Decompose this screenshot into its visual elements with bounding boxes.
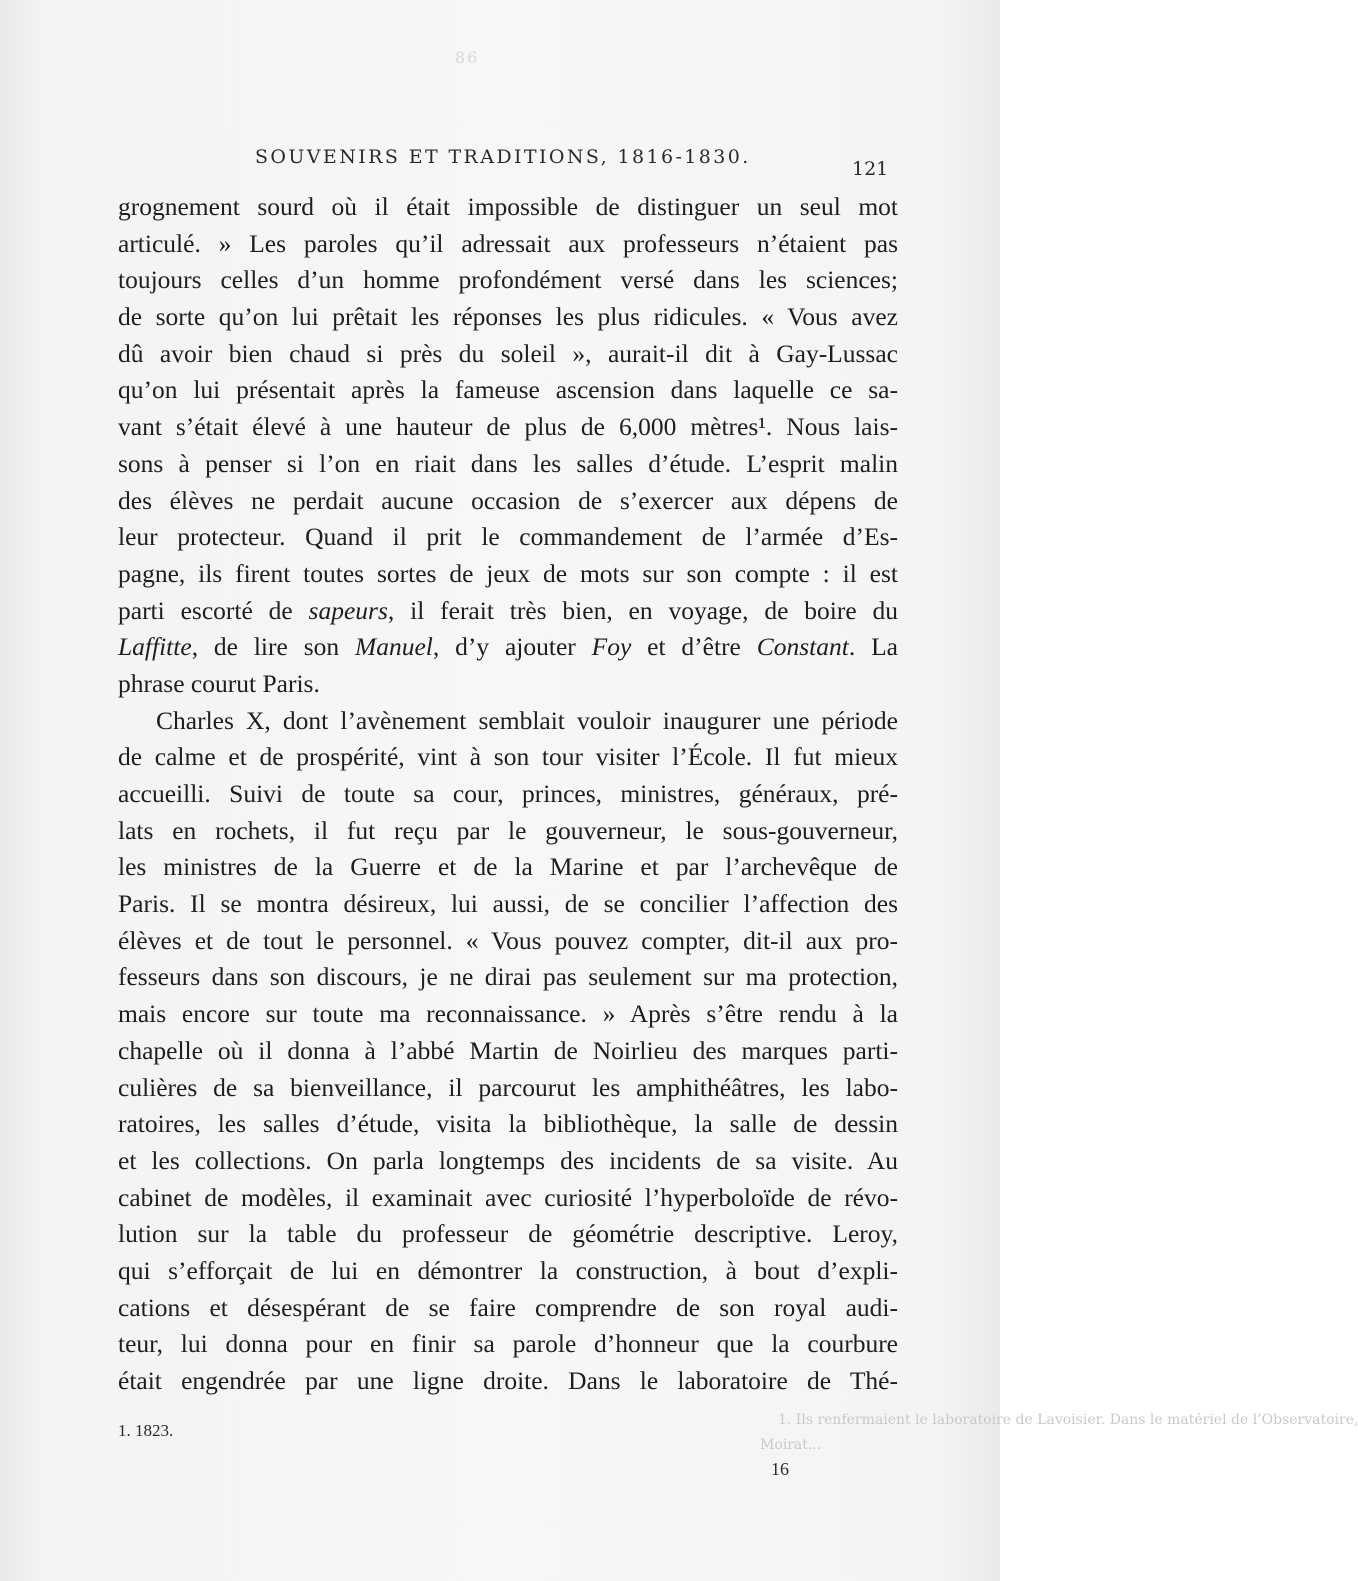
text-line: les ministres de la Guerre et de la Marine et par l’archevêque de — [118, 852, 898, 882]
text-line: chapelle où il donna à l’abbé Martin de Noirlieu des marques parti- — [118, 1035, 898, 1065]
text-line: mais encore sur toute ma reconnaissance. » Après s’être rendu à la — [118, 999, 898, 1029]
text-line: toujours celles d’un homme profondément versé dans les sciences; — [118, 265, 898, 295]
italic-term: Constant — [756, 632, 849, 662]
text-line: teur, lui donna pour en finir sa parole d’honneur que la courbure — [118, 1329, 898, 1359]
text-line: grognement sourd où il était impossible de distinguer un seul mot — [118, 192, 898, 221]
text-line: lats en rochets, il fut reçu par le gouverneur, le sous-gouverneur, — [118, 815, 898, 845]
text-line: culières de sa bienveillance, il parcourut les amphithéâtres, les labo- — [118, 1072, 898, 1102]
bleed-through-page-number: 86 — [455, 48, 480, 67]
text-line: Charles X, dont l’avènement semblait vouloir inaugurer une période — [156, 705, 898, 735]
text-line: pagne, ils firent toutes sortes de jeux de mots sur son compte : il est — [118, 558, 898, 588]
footnote: 1. 1823. — [118, 1421, 174, 1440]
running-head: SOUVENIRS ET TRADITIONS, 1816-1830. — [255, 146, 751, 168]
text-line: sons à penser si l’on en riait dans les salles d’étude. L’esprit malin — [118, 448, 898, 478]
text-run: . La — [848, 632, 898, 662]
text-run: , de lire son — [191, 632, 355, 662]
italic-term: sapeurs — [308, 595, 388, 625]
text-line — [118, 629, 898, 666]
text-line: de calme et de prospérité, vint à son tour visiter l’École. Il fut mieux — [118, 742, 898, 772]
italic-term: Laffitte — [118, 632, 192, 662]
text-line: leur protecteur. Quand il prit le commandement de l’armée d’Es- — [118, 522, 898, 552]
text-run: parti escorté de — [118, 595, 309, 625]
text-line: cations et désespérant de se faire comprendre de son royal audi- — [118, 1292, 898, 1322]
text-run: et d’être — [631, 632, 757, 662]
italic-term: Manuel — [354, 632, 433, 662]
text-run: , il ferait très bien, en voyage, de boire du — [387, 595, 898, 625]
text-line: qui s’efforçait de lui en démontrer la construction, à bout d’expli- — [118, 1255, 898, 1285]
text-line: phrase courut Paris. — [118, 668, 320, 698]
text-line: lution sur la table du professeur de géométrie descriptive. Leroy, — [118, 1219, 898, 1249]
text-line: articulé. » Les paroles qu’il adressait aux professeurs n’étaient pas — [118, 228, 898, 258]
text-line: accueilli. Suivi de toute sa cour, princes, ministres, généraux, pré- — [118, 779, 898, 808]
text-line: Paris. Il se montra désireux, lui aussi, de se concilier l’affection des — [118, 889, 898, 919]
text-run: , d’y ajouter — [432, 632, 592, 662]
text-line: de sorte qu’on lui prêtait les réponses les plus ridicules. « Vous avez — [118, 302, 898, 332]
signature-mark: 16 — [771, 1459, 789, 1479]
text-line: des élèves ne perdait aucune occasion de s’exercer aux dépens de — [118, 485, 898, 515]
text-line: dû avoir bien chaud si près du soleil », aurait-il dit à Gay-Lussac — [118, 338, 898, 368]
text-line — [118, 593, 898, 630]
text-line: qu’on lui présentait après la fameuse ascension dans laquelle ce sa- — [118, 375, 898, 405]
body-text — [118, 189, 898, 1400]
text-line: vant s’était élevé à une hauteur de plus de 6,000 mètres¹. Nous lais- — [118, 412, 898, 442]
text-line: cabinet de modèles, il examinait avec curiosité l’hyperboloïde de révo- — [118, 1182, 898, 1212]
text-line: et les collections. On parla longtemps des incidents de sa visite. Au — [118, 1145, 898, 1175]
text-line: fesseurs dans son discours, je ne dirai pas seulement sur ma protection, — [118, 962, 898, 992]
bleed-through-text: 1. Ils renfermaient le laboratoire de Lavoisier. Dans le matériel de l’Observatoire, — [778, 1412, 1358, 1428]
italic-term: Foy — [591, 632, 632, 662]
text-line: élèves et de tout le personnel. « Vous pouvez compter, dit-il aux pro- — [118, 925, 898, 955]
text-line: était engendrée par une ligne droite. Dans le laboratoire de Thé- — [118, 1366, 898, 1395]
page-number: 121 — [852, 158, 889, 180]
bleed-through-text: Moirat... — [760, 1437, 822, 1453]
text-line: ratoires, les salles d’étude, visita la bibliothèque, la salle de dessin — [118, 1109, 898, 1139]
